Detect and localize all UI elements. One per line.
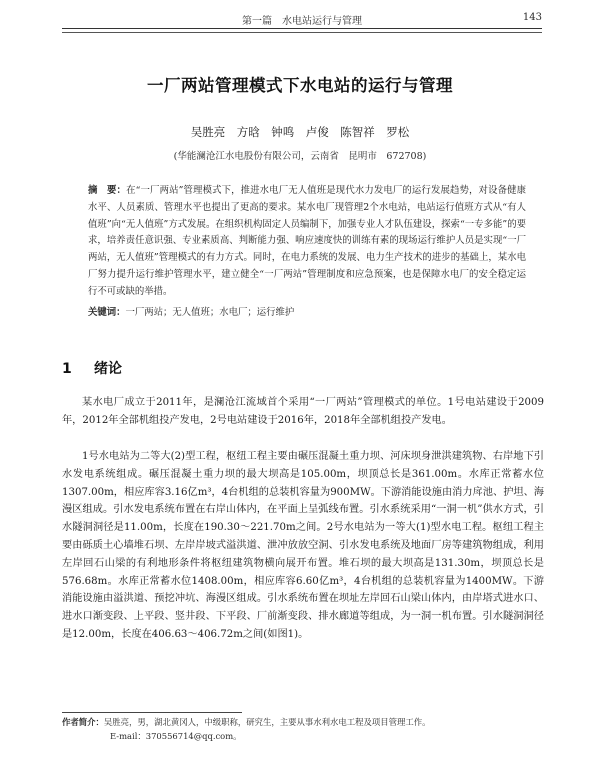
header-rule: [62, 32, 542, 33]
section-title: 绪论: [94, 361, 122, 377]
author-email: E-mail：370556714@qq.com。: [110, 730, 242, 741]
abstract-label: 摘 要：: [88, 185, 127, 196]
paper-title: 一厂两站管理模式下水电站的运行与管理: [147, 76, 453, 95]
footnote-label: 作者简介：: [62, 717, 104, 727]
keywords-text: 一厂两站；无人值班；水电厂；运行维护: [125, 307, 295, 318]
section-heading: [62, 358, 122, 378]
abstract-text: 在“一厂两站”管理模式下，推进水电厂无人值班是现代水力发电厂的运行发展趋势，对设备健康水平、人员素质、管理水平也提出了更高的要求。某水电厂现管理2个水电站，电站运行值班方式从“有人值班”向“无人值班”方式发展。在组织机构固定人员编制下，加强专业人才队伍建设，探索“一专多能”的要求，培养责任意识强、专业素质高、判断能力强、响应速度快的训练有素的现场运行维护人员是实现“一厂两站，无人值班”管理模式的有力方式。同时，在电力系统的发展、电力生产技术的进步的基础上，某水电厂努力提升运行维护管理水平，建立健全“一厂两站”管理制度和应急预案，也是保障水电厂的安全稳定运行不可或缺的举措。: [88, 185, 526, 297]
running-header: [62, 12, 542, 29]
footnote-rule: [62, 712, 242, 713]
abstract: [88, 183, 526, 301]
running-header-chapter: 第一篇 水电站运行与管理: [242, 16, 362, 27]
body-paragraph: 1号水电站为二等大(2)型工程，枢纽工程主要由碾压混凝土重力坝、河床坝身泄洪建筑物、右岸地下引水发电系统组成。碾压混凝土重力坝的最大坝高是105.00m，坝顶总长是361.00m。水库正常蓄水位1307.00m，相应库容3.16亿m³，4台机组的总装机容量为900MW。下游消能设施由消力戽池、护坦、海漫区组成。引水发电系统布置在右岸山体内，在平面上呈弧线布置。引水系统采用“一洞一机”供水方式，引水隧洞洞径是11.00m，长度在190.30～221.70m之间。2号水电站为一等大(1)型水电工程。枢纽工程主要由砾质土心墙堆石坝、左岸岸坡式溢洪道、泄冲放放空洞、引水发电系统及地面厂房等建筑物组成，利用左岸回石山梁的有利地形条件将枢纽建筑物横向展开布置。堆石坝的最大坝高是131.30m，坝顶总长是576.68m。水库正常蓄水位1408.00m，相应库容6.60亿m³，4台机组的总装机容量为1400MW。下游消能设施由溢洪道、预挖冲坑、海漫区组成。引水系统布置在坝址左岸回石山梁山体内，由岸塔式进水口、进水口渐变段、上平段、竖井段、下平段、厂前渐变段、排水廊道等组成，为一洞一机布置。引水隧洞洞径是12.00m，长度在406.63～406.72m之间(如图1)。: [62, 451, 544, 640]
page-number: 143: [522, 12, 542, 23]
section-number: 1: [62, 361, 72, 377]
keywords: [88, 305, 526, 321]
footnote-text: 吴胜亮，男，湖北黄冈人，中级职称，研究生，主要从事水利水电工程及项目管理工作。: [103, 717, 431, 727]
author-list: 吴胜亮 方晗 钟鸣 卢俊 陈智祥 罗松: [190, 125, 410, 139]
affiliation: (华能澜沧江水电股份有限公司，云南省 昆明市 672708): [173, 151, 427, 162]
author-footnote: [62, 716, 544, 743]
keywords-label: 关键词：: [88, 307, 126, 318]
body-paragraph: 某水电厂成立于2011年，是澜沧江流域首个采用“一厂两站”管理模式的单位。1号电站建设于2009年，2012年全部机组投产发电，2号电站建设于2016年，2018年全部机组投产发电。: [62, 397, 544, 426]
